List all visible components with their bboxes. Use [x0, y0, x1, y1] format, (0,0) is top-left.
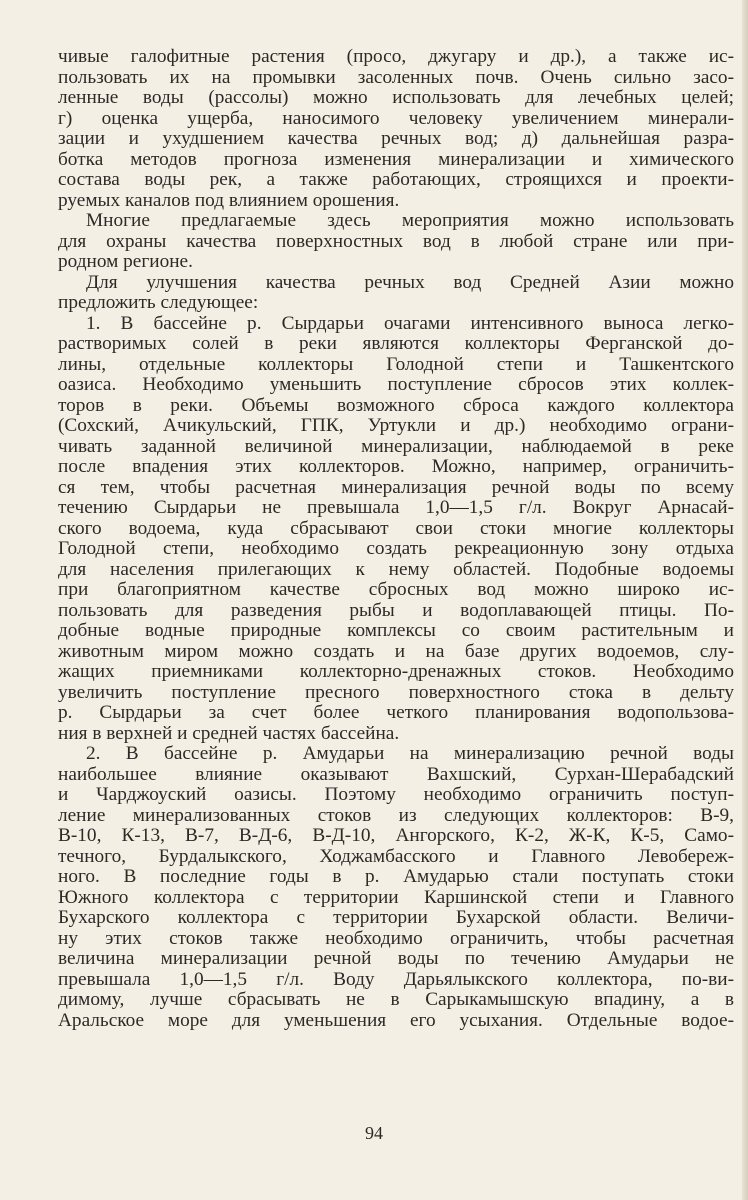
text-line: ния в верхней и средней частях бассейна. [58, 723, 400, 744]
text-line: пользовать их на промывки засоленных почв. Очень сильно засо- [58, 67, 734, 88]
text-line: ся тем, чтобы расчетная минерализация речной воды по всему [58, 477, 734, 498]
text-line: для охраны качества поверхностных вод в любой стране или при- [58, 231, 734, 252]
text-line: чивые галофитные растения (просо, джугару и др.), а также ис- [58, 47, 734, 67]
text-line: В-10, К-13, В-7, В-Д-6, В-Д-10, Ангорского, К-2, Ж-К, К-5, Само- [58, 826, 734, 846]
text-line: течению Сырдарьи не превышала 1,0—1,5 г/л. Вокруг Арнасай- [58, 498, 734, 518]
text-line: течного, Бурдалыкского, Ходжамбасского и Главного Левобереж- [58, 846, 734, 867]
text-line: наибольшее влияние оказывают Вахшский, Сурхан-Шерабадский [58, 764, 734, 785]
text-line: и Чарджоуский оазисы. Поэтому необходимо ограничить поступ- [58, 785, 734, 805]
text-line: Бухарского коллектора с территории Бухарской области. Величи- [58, 908, 734, 928]
text-line: (Сохский, Ачикульский, ГПК, Уртукли и др.) необходимо ограни- [58, 416, 734, 436]
text-line: ленные воды (рассолы) можно использовать для лечебных целей; [58, 88, 734, 108]
text-line: животным миром можно создать и на базе других водоемов, слу- [58, 641, 734, 662]
text-line: г) оценка ущерба, наносимого человеку увеличением минерали- [58, 108, 734, 129]
text-line: р. Сырдарьи за счет более четкого планирования водопользова- [58, 703, 734, 723]
text-line: предложить следующее: [58, 293, 259, 313]
text-line: торов в реки. Объемы возможного сброса каждого коллектора [58, 395, 734, 416]
text-line: Голодной степи, необходимо создать рекреационную зону отдыха [58, 539, 734, 559]
text-line: пользовать для разведения рыбы и водоплавающей птицы. По- [58, 600, 734, 621]
text-line: Аральское море для уменьшения его усыхания. Отдельные водое- [58, 1010, 734, 1031]
text-line: для населения прилегающих к нему областей. Подобные водоемы [58, 559, 734, 580]
body-text [58, 47, 734, 1031]
text-line: Южного коллектора с территории Каршинской степи и Главного [58, 887, 734, 908]
text-line: оазиса. Необходимо уменьшить поступление сбросов этих коллек- [58, 375, 734, 395]
text-line: лины, отдельные коллекторы Голодной степи и Ташкентского [58, 354, 734, 375]
text-line: димому, лучше сбрасывать не в Сарыкамышскую впадину, а в [58, 990, 734, 1010]
text-line: чивать заданной величиной минерализации, наблюдаемой в реке [58, 436, 734, 457]
text-line: величина минерализации речной воды по течению Амударьи не [58, 949, 734, 969]
text-line: состава воды рек, а также работающих, строящихся и проекти- [58, 170, 734, 190]
text-line: ского водоема, куда сбрасывают свои стоки многие коллекторы [58, 518, 734, 539]
text-line: ботка методов прогноза изменения минерализации и химического [58, 149, 734, 170]
text-line: 2. В бассейне р. Амударьи на минерализацию речной воды [86, 744, 734, 764]
text-line: при благоприятном качестве сбросных вод можно широко ис- [58, 580, 734, 600]
text-line: ну этих стоков также необходимо ограничить, чтобы расчетная [58, 928, 734, 949]
text-line: после впадения этих коллекторов. Можно, например, ограничить- [58, 457, 734, 477]
text-line: увеличить поступление пресного поверхностного стока в дельту [58, 682, 734, 703]
text-line: Многие предлагаемые здесь мероприятия можно использовать [86, 211, 734, 231]
text-line: зации и ухудшением качества речных вод; д) дальнейшая разра- [58, 129, 734, 149]
text-line: превышала 1,0—1,5 г/л. Воду Дарьялыкского коллектора, по-ви- [58, 969, 734, 990]
text-line: Для улучшения качества речных вод Средней Азии можно [86, 272, 734, 293]
text-line: руемых каналов под влиянием орошения. [58, 190, 400, 211]
text-line: ного. В последние годы в р. Амударью стали поступать стоки [58, 867, 734, 887]
text-line: ление минерализованных стоков из следующих коллекторов: В-9, [58, 805, 734, 826]
text-line: растворимых солей в реки являются коллекторы Ферганской до- [58, 334, 734, 354]
page-number: 94 [365, 1123, 383, 1143]
text-line: родном регионе. [58, 252, 193, 272]
text-line: жащих приемниками коллекторно-дренажных стоков. Необходимо [58, 662, 734, 682]
text-line: добные водные природные комплексы со своим растительным и [58, 621, 734, 641]
page-edge [742, 0, 748, 1200]
text-line: 1. В бассейне р. Сырдарьи очагами интенсивного выноса легко- [86, 313, 734, 334]
